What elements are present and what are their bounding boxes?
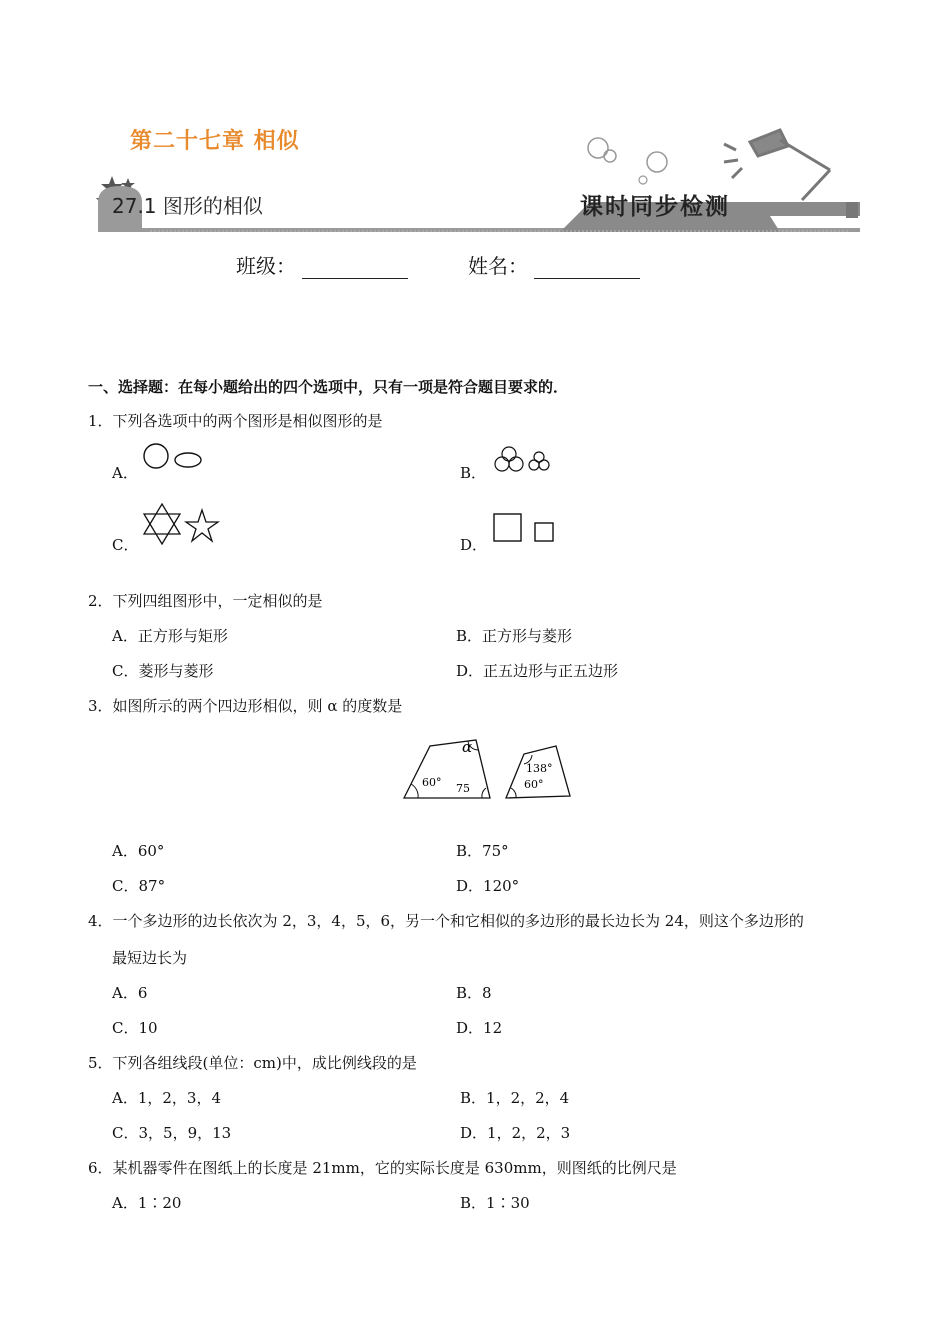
q1-option-a[interactable]: A．: [112, 464, 138, 482]
small-top-label: 138°: [526, 762, 553, 775]
q6-option-b[interactable]: B．1∶30: [460, 1194, 530, 1212]
question-5-stem: 5．下列各组线段(单位：cm)中，成比例线段的是: [88, 1054, 417, 1072]
q1-figure-d: [492, 512, 558, 544]
name-blank[interactable]: [534, 258, 640, 279]
q3-option-c[interactable]: C．87°: [112, 877, 166, 895]
q3-quadrilaterals-figure: [400, 734, 576, 802]
name-label: 姓名：: [468, 254, 528, 278]
chapter-title: 第二十七章 相似: [130, 129, 300, 154]
question-1-stem: 1．下列各选项中的两个图形是相似图形的是: [88, 412, 383, 430]
q2-option-d[interactable]: D．正五边形与正五边形: [456, 662, 619, 680]
q3-option-d[interactable]: D．120°: [456, 877, 520, 895]
q4-option-d[interactable]: D．12: [456, 1019, 503, 1037]
q5-option-c[interactable]: C．3，5，9，13: [112, 1124, 232, 1142]
left-angle-label: 60°: [422, 776, 442, 789]
question-2-stem: 2．下列四组图形中，一定相似的是: [88, 592, 323, 610]
q4-option-c[interactable]: C．10: [112, 1019, 158, 1037]
q3-option-b[interactable]: B．75°: [456, 842, 509, 860]
alpha-label: α: [462, 738, 473, 756]
class-field[interactable]: [236, 250, 408, 279]
q4-option-a[interactable]: A．6: [112, 984, 148, 1002]
question-4-stem: 4．一个多边形的边长依次为 2，3，4，5，6，另一个和它相似的多边形的最长边长为 24，则这个多边形的: [88, 912, 804, 930]
q4-option-b[interactable]: B．8: [456, 984, 492, 1002]
q5-option-b[interactable]: B．1，2，2，4: [460, 1089, 570, 1107]
question-6-stem: 6．某机器零件在图纸上的长度是 21mm，它的实际长度是 630mm，则图纸的比例尺是: [88, 1159, 677, 1177]
class-blank[interactable]: [302, 258, 408, 279]
q1-figure-b: [492, 446, 554, 474]
q5-option-d[interactable]: D．1，2，2，3: [460, 1124, 571, 1142]
q6-option-a[interactable]: A．1∶20: [112, 1194, 182, 1212]
lamp-icon: [724, 130, 830, 200]
question-3-stem: 3．如图所示的两个四边形相似，则 α 的度数是: [88, 697, 403, 715]
q1-figure-c: [142, 502, 222, 548]
q2-option-c[interactable]: C．菱形与菱形: [112, 662, 214, 680]
q1-option-c[interactable]: C．: [112, 536, 139, 554]
q5-option-a[interactable]: A．1，2，3，4: [112, 1089, 222, 1107]
right-angle-label: 75: [456, 782, 470, 795]
q3-option-a[interactable]: A．60°: [112, 842, 165, 860]
section-heading: 一、选择题：在每小题给出的四个选项中，只有一项是符合题目要求的．: [88, 378, 569, 396]
section-title: 27.1 图形的相似: [112, 194, 263, 218]
question-4-stem-continued: 最短边长为: [112, 949, 188, 967]
q1-figure-a: [142, 442, 206, 472]
banner-stamp: 课时同步检测: [580, 193, 730, 220]
q1-option-d[interactable]: D．: [460, 536, 488, 554]
class-label: 班级：: [236, 254, 296, 278]
q1-option-b[interactable]: B．: [460, 464, 487, 482]
name-field[interactable]: [468, 250, 640, 279]
q2-option-a[interactable]: A．正方形与矩形: [112, 627, 228, 645]
small-bottom-label: 60°: [524, 778, 544, 791]
q2-option-b[interactable]: B．正方形与菱形: [456, 627, 573, 645]
